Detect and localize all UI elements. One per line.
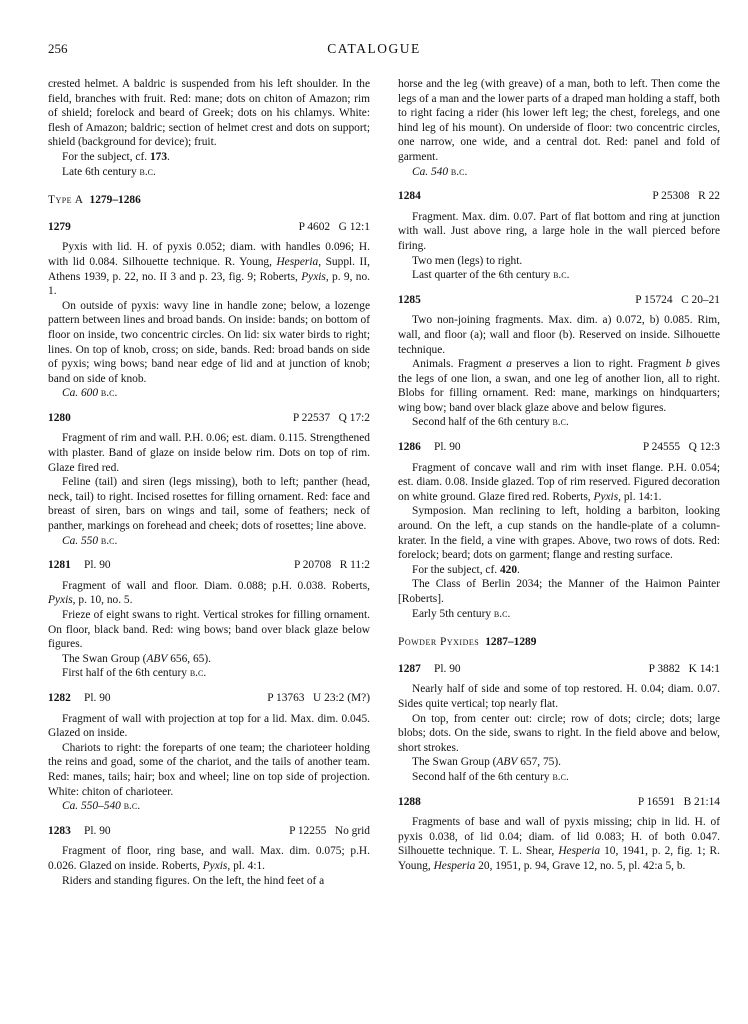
- page-number: 256: [48, 41, 68, 56]
- running-title: CATALOGUE: [327, 41, 421, 56]
- entry-header-1287: [398, 662, 720, 677]
- entry-description: Fragment of concave wall and rim with inset flange. P.H. 0.054; est. diam. 0.08. Inside glazed. Top of rim reserved. Figured decoration on white ground. Glaze fired red. Roberts, Pyxis, pl. 14:1.: [398, 461, 720, 503]
- plate-ref: Pl. 90: [434, 441, 461, 454]
- plate-ref: [434, 293, 635, 308]
- entry-description: Nearly half of side and some of top restored. H. 0.04; diam. 0.07. Sides quite vertical; top nearly flat.: [398, 683, 720, 710]
- entry-header-1282: [48, 691, 370, 706]
- entry-description: Fragment of wall and floor. Diam. 0.088; p.H. 0.038. Roberts, Pyxis, p. 10, no. 5.: [48, 579, 370, 607]
- entry-date: Ca. 550–540 b.c.: [62, 800, 141, 813]
- entry-number: 1281: [48, 559, 71, 572]
- entry-description: Fragment. Max. dim. 0.07. Part of flat bottom and ring at junction with wall. Just above ring, a large hole in the wall pierced before firing.: [398, 210, 720, 252]
- entry-date: Second half of the 6th century b.c.: [412, 770, 569, 783]
- entry-number: 1286: [398, 441, 421, 454]
- inventory-number: P 22537 Q 17:2: [292, 411, 370, 424]
- inventory-number: P 13763 U 23:2 (M?): [267, 691, 370, 704]
- right-column: [398, 77, 720, 874]
- entry-number: 1282: [48, 691, 71, 704]
- date-line: Late 6th century b.c.: [62, 165, 156, 178]
- inventory-number: P 4602 G 12:1: [298, 220, 370, 233]
- entry-attribution: The Swan Group (ABV 656, 65).: [62, 652, 212, 665]
- continued-paragraph: crested helmet. A baldric is suspended from his left shoulder. In the field, branches with fruit. Red: mane; dots on chiton of Amazon; rim of shield; forelock and beard of Greek; dots on his chlamys. White: flesh of Amazon; baldric; section of helmet crest and dots on support; shield (background for device); fruit.: [48, 78, 370, 149]
- entry-description: Fragment of rim and wall. P.H. 0.06; est. diam. 0.115. Strengthened with plaster. Band of glaze on inside below rim. Dots on top of rim. Glaze fired red.: [48, 432, 370, 474]
- entry-number: 1285: [398, 293, 421, 306]
- entry-date: Ca. 540 b.c.: [412, 165, 468, 178]
- inventory-number: P 15724 C 20–21: [635, 293, 720, 306]
- entry-number: 1280: [48, 411, 71, 424]
- entry-header-1279: [48, 220, 370, 235]
- entry-date: Second half of the 6th century b.c.: [412, 416, 569, 429]
- entry-number: 1284: [398, 190, 421, 203]
- entry-date: Early 5th century b.c.: [412, 607, 511, 620]
- entry-date: Ca. 600 b.c.: [62, 387, 118, 400]
- plate-ref: [84, 411, 293, 426]
- entry-decoration: Frieze of eight swans to right. Vertical strokes for filling ornament. On floor, black band. Red: wing bows; band over black glaze below figures.: [48, 609, 370, 651]
- plate-ref: Pl. 90: [434, 662, 461, 675]
- entry-decoration: Symposion. Man reclining to left, holding a barbiton, looking around. On the left, a cup stands on the handle-plate of a column-krater. In the field, a vine with grapes. Above, two rows of dots. Red: forelock; beard; dots on garment; flange and resting surface.: [398, 505, 720, 562]
- entry-header-1281: [48, 558, 370, 573]
- subject-reference: For the subject, cf. 420.: [412, 563, 520, 576]
- inventory-number: P 12255 No grid: [289, 824, 370, 837]
- section-heading-type-a: Type A 1279–1286: [48, 194, 141, 207]
- entry-decoration: Feline (tail) and siren (legs missing), both to left; panther (head, neck, tail) to right. Incised rosettes for filling ornament. Red: face and breast of siren, bars on wings and tail, some of feathers; neck of panther, markings on forehead and cheek; dots of rosettes; line above.: [48, 476, 370, 533]
- entry-number: 1288: [398, 795, 421, 808]
- entry-decoration: Two men (legs) to right.: [412, 254, 523, 267]
- entry-description: Fragments of base and wall of pyxis missing; chip in lid. H. of pyxis 0.038, of lid 0.04; diam. of lid 0.083; H. of both 0.047. Silhouette technique. T. L. Shear, Hesperia 10, 1941, p. 2, fig. 1; R. Young, Hesperia 20, 1951, p. 94, Grave 12, no. 5, pl. 42:a 5, b.: [398, 816, 720, 872]
- entry-description: Fragment of wall with projection at top for a lid. Max. dim. 0.045. Glazed on inside.: [48, 712, 370, 740]
- entry-header-1288: [398, 795, 720, 810]
- plate-ref: Pl. 90: [84, 559, 111, 572]
- entry-header-1280: [48, 411, 370, 426]
- entry-date: Ca. 550 b.c.: [62, 534, 118, 547]
- entry-number: 1279: [48, 220, 71, 233]
- inventory-number: P 20708 R 11:2: [293, 559, 370, 572]
- entry-decoration: Animals. Fragment a preserves a lion to right. Fragment b gives the legs of one lion, a swan, and one leg of another lion, all to right. Blobs for filling ornament. Red: mane, markings on hindquarters; wing bow; band over black glaze above and below figures.: [398, 358, 720, 414]
- page-header: [48, 42, 700, 60]
- inventory-number: P 24555 Q 12:3: [642, 441, 720, 454]
- entry-description: Pyxis with lid. H. of pyxis 0.052; diam. with handles 0.096; H. with lid 0.084. Silhouette technique. R. Young, Hesperia, Suppl. II, Athens 1939, p. 22, no. II 3 and p. 23, fig. 9; Roberts, Pyxis, p. 9, no. 1.: [48, 241, 370, 298]
- inventory-number: P 3882 K 14:1: [648, 662, 720, 675]
- inventory-number: P 25308 R 22: [652, 190, 720, 203]
- entry-header-1284: [398, 189, 720, 204]
- entry-number: 1283: [48, 824, 71, 837]
- subject-reference: For the subject, cf. 173.: [62, 150, 170, 163]
- entry-attribution: The Swan Group (ABV 657, 75).: [412, 756, 562, 769]
- entry-number: 1287: [398, 662, 421, 675]
- entry-date: First half of the 6th century b.c.: [62, 667, 207, 680]
- plate-ref: [84, 220, 299, 235]
- catalogue-ref[interactable]: 420: [499, 563, 518, 576]
- catalogue-ref[interactable]: 173: [149, 150, 168, 163]
- entry-description: Fragment of floor, ring base, and wall. Max. dim. 0.075; p.H. 0.026. Glazed on inside. Roberts, Pyxis, pl. 4:1.: [48, 845, 370, 872]
- plate-ref: Pl. 90: [84, 824, 111, 837]
- continued-paragraph: horse and the leg (with greave) of a man, both to left. Then come the legs of a man and the lower parts of a draped man holding a staff, both to right facing a rider (his lower left leg; the chest, forelegs, and one hind leg of his mount). On underside of floor: two concentric circles, one narrow, one wide, and a central dot. Red: panel and fold of garment.: [398, 78, 720, 163]
- plate-ref: [434, 189, 652, 204]
- entry-decoration: On outside of pyxis: wavy line in handle zone; below, a lozenge pattern between lines and broad bands. On inside: bands; on bottom of floor on inside, two concentric circles. On lid: six water birds to right; lines. On top of knob, cross; on side, bands. Red: broad bands on side of pyxis; wing bows; band near edge of lid and at junction of knob; band on side of knob.: [48, 299, 370, 385]
- entry-header-1286: [398, 440, 720, 455]
- entry-attribution: The Class of Berlin 2034; the Manner of the Haimon Painter [Roberts].: [398, 578, 720, 605]
- entry-header-1285: [398, 293, 720, 308]
- plate-ref: Pl. 90: [84, 691, 111, 704]
- entry-decoration: On top, from center out: circle; row of dots; circle; dots; large blobs; dots. On the side, swans to right. In the field above and below, short strokes.: [398, 712, 720, 754]
- plate-ref: [434, 795, 638, 810]
- entry-date: Last quarter of the 6th century b.c.: [412, 269, 570, 282]
- entry-decoration: Chariots to right: the foreparts of one team; the charioteer holding the reins and goad, some of the chariot, and the tails of another team. Red: manes, tails; hair; box and wheel; line on top side of projection. White: chiton of charioteer.: [48, 741, 370, 798]
- entry-header-1283: [48, 824, 370, 839]
- section-heading-powder-pyxides: Powder Pyxides 1287–1289: [398, 636, 537, 649]
- inventory-number: P 16591 B 21:14: [637, 795, 720, 808]
- entry-decoration: Riders and standing figures. On the left, the hind feet of a: [62, 874, 325, 887]
- entry-description: Two non-joining fragments. Max. dim. a) 0.072, b) 0.085. Rim, wall, and floor (a); wall and floor (b). Reserved on inside. Silhouette technique.: [398, 314, 720, 356]
- left-column: [48, 77, 370, 888]
